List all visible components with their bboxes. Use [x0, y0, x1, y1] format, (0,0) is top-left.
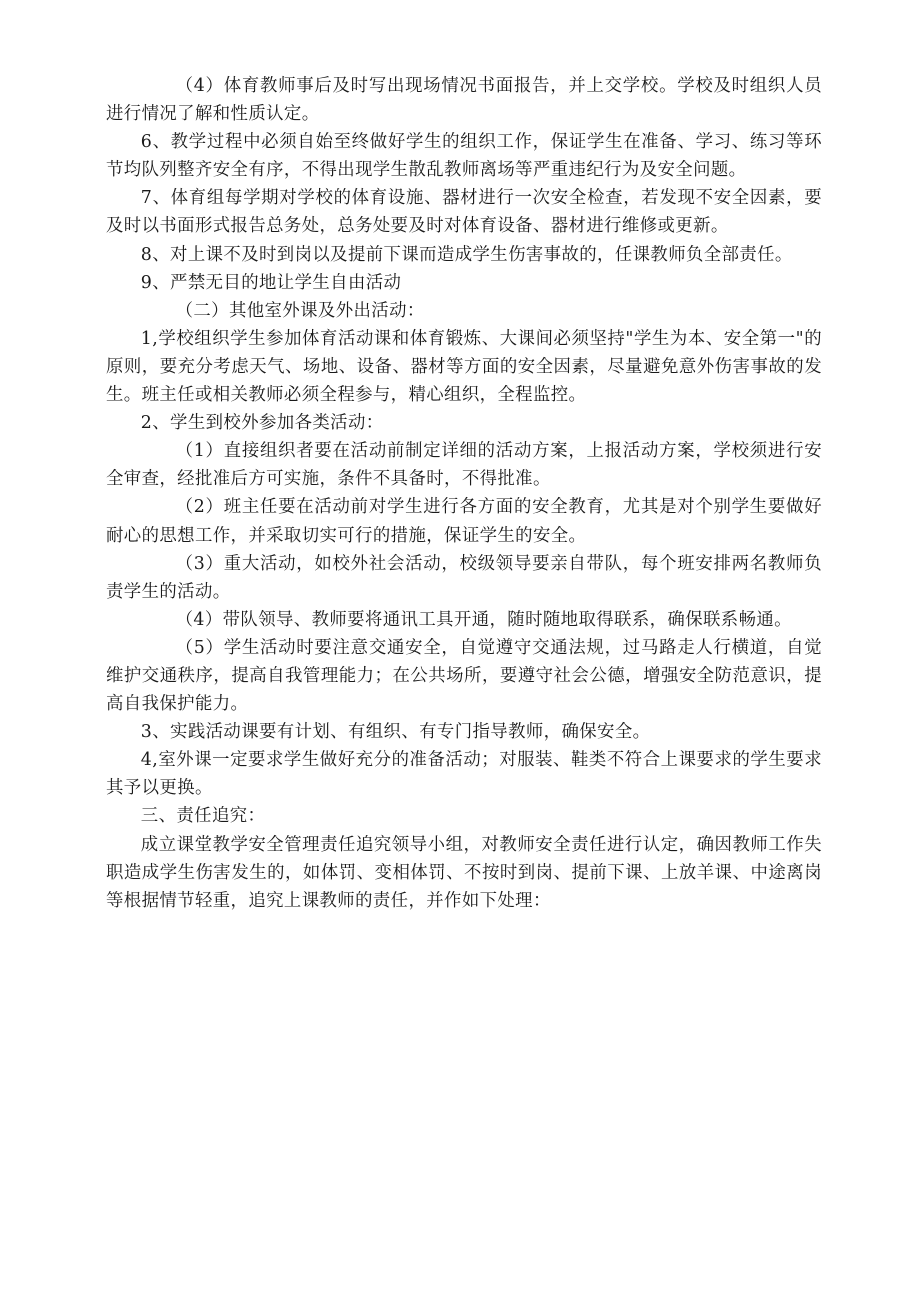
paragraph-accountability: 成立课堂教学安全管理责任追究领导小组，对教师安全责任进行认定，确因教师工作失职造成学生伤害发生的，如体罚、变相体罚、不按时到岗、提前下课、上放羊课、中途离岗等根据情节轻重，追究上课教师的责任，并作如下处理：: [106, 834, 822, 911]
paragraph-item-8: 8、对上课不及时到岗以及提前下课而造成学生伤害事故的，任课教师负全部责任。: [140, 244, 793, 265]
paragraph-report: （4）体育教师事后及时写出现场情况书面报告，并上交学校。学校及时组织人员进行情况了解和性质认定。: [106, 76, 822, 125]
paragraph-outdoor-1: 1,学校组织学生参加体育活动课和体育锻炼、大课间必须坚持"学生为本、安全第一"的原则，要充分考虑天气、场地、设备、器材等方面的安全因素，尽量避免意外伤害事故的发生。班主任或相关教师必须全程参与，精心组织，全程监控。: [106, 328, 822, 406]
section-heading-outdoor: （二）其他室外课及外出活动：: [175, 300, 425, 321]
paragraph-outdoor-2-3: （3）重大活动，如校外社会活动，校级领导要亲自带队，每个班安排两名教师负责学生的活动。: [106, 553, 822, 602]
section-heading-accountability: 三、责任追究：: [140, 806, 266, 827]
paragraph-outdoor-3: 3、实践活动课要有计划、有组织、有专门指导教师，确保安全。: [140, 722, 651, 743]
paragraph-outdoor-2-4: （4）带队领导、教师要将通讯工具开通，随时随地取得联系，确保联系畅通。: [175, 609, 792, 630]
paragraph-outdoor-2: 2、学生到校外参加各类活动：: [140, 413, 384, 434]
document-body: [106, 72, 822, 915]
paragraph-item-9: 9、严禁无目的地让学生自由活动: [140, 272, 402, 293]
paragraph-item-6: 6、教学过程中必须自始至终做好学生的组织工作，保证学生在准备、学习、练习等环节均队列整齐安全有序，不得出现学生散乱教师离场等严重违纪行为及安全问题。: [106, 132, 822, 181]
paragraph-outdoor-4: 4,室外课一定要求学生做好充分的准备活动；对服装、鞋类不符合上课要求的学生要求其予以更换。: [106, 750, 822, 799]
paragraph-outdoor-2-1: （1）直接组织者要在活动前制定详细的活动方案，上报活动方案，学校须进行安全审查，经批准后方可实施，条件不具备时，不得批准。: [106, 441, 822, 490]
paragraph-outdoor-2-2: （2）班主任要在活动前对学生进行各方面的安全教育，尤其是对个别学生要做好耐心的思想工作，并采取切实可行的措施，保证学生的安全。: [106, 497, 822, 546]
paragraph-item-7: 7、体育组每学期对学校的体育设施、器材进行一次安全检查，若发现不安全因素，要及时以书面形式报告总务处，总务处要及时对体育设备、器材进行维修或更新。: [106, 188, 822, 237]
paragraph-outdoor-2-5: （5）学生活动时要注意交通安全，自觉遵守交通法规，过马路走人行横道，自觉维护交通秩序，提高自我管理能力；在公共场所，要遵守社会公德，增强安全防范意识，提高自我保护能力。: [106, 637, 822, 715]
